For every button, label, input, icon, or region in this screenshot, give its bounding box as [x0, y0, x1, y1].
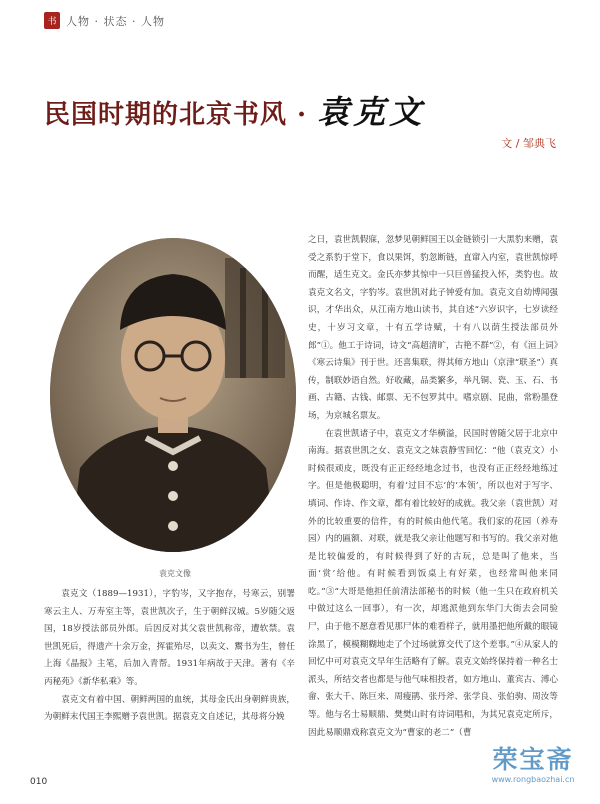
paragraph: 袁克文有着中国、朝鲜两国的血统，其母金氏出身朝鲜贵族，为朝鲜末代国王李熙赠予袁世凯。据袁克文自述记，其母将分娩 [44, 694, 295, 723]
section-breadcrumb: 人物 · 状态 · 人物 [66, 15, 165, 28]
article-author: 文 / 邹典飞 [501, 137, 556, 150]
magazine-logo: 书 [44, 12, 60, 29]
paragraph: 在袁世凯诸子中，袁克文才华横溢，民国时曾随父居于北京中南海。据袁世凯之女、袁克文之妹袁静雪回忆：“他（袁克文）小时候很顽皮，既没有正正经经地念过书，也没有正正经经地练过字。但是他极聪明，有着‘过目不忘’的‘本领’，所以也对于写字、填词、作诗、作文章，都有着比较好的成就。我父亲（袁世凯）对外的比较重要的信件，有的时候由他代笔。我们家的花园（养寿园）内的匾额、对联，就是我父亲让他题写和书写的。我父亲对他是比较偏爱的，有时候得到了好的古玩，总是叫了他来，当面‘赏’给他。有时候看到饭桌上有好菜，也经常叫他来同吃。”③“大哥是他担任前清法部秘书的时候（他一生只在政府机关中做过这么一回事），有一次，却逃派他到东华门大街去会同验尸，由于他不愿意看见那尸体的难看样子，就用墨把他所戴的眼镜涂黑了，模模糊糊地走了个过场就算交代了这个差事。”④从家人的回忆中可对袁克文早年生活略有了解。袁克文始终保持着一种名士派头，所结交者也都是与他气味相投者，如方地山、董宾古、溥心畲、张大千、陈巨来、周瘦鹃、张丹斧、张学良、张伯驹、周汝等等。他与名士易顺鼎、樊樊山时有诗词唱和，为其兄袁克定所斥，因此易顺鼎戏称袁克文为“曹家的老二”（曹 [308, 428, 558, 738]
article-title-name: 袁克文 [317, 93, 426, 131]
watermark [478, 745, 588, 784]
watermark-url: www.rongbaozhai.cn [491, 775, 575, 784]
portrait-photo [50, 238, 296, 552]
paragraph: 袁克文（1889—1931），字豹岑，又字抱存，号寒云，别署寒云主人、万寿室主等，袁世凯次子，生于朝鲜汉城。5岁随父返国，18岁授法部员外郎。后因反对其父袁世凯称帝，遭软禁。袁世凯死后，得遗产十余万金，挥霍殆尽，以卖文、鬻书为生，曾任上海《晶报》主笔，后加入青帮。1931年病故于天津。著有《辛丙秘苑》《新华私乘》等。 [44, 589, 295, 687]
photo-caption: 袁克文像 [159, 569, 191, 578]
article-title [44, 87, 425, 133]
article-body-left [44, 586, 295, 727]
article-title-text: 民国时期的北京书风 · [44, 100, 318, 130]
article-body-right [308, 232, 558, 742]
watermark-logo-text: 荣宝斋 [492, 745, 574, 774]
paragraph: 之日，袁世凯假寐，忽梦见朝鲜国王以金链锁引一大黑豹来赠，袁受之系豹于堂下，食以果饵，豹忽断链，直窜入内室，袁世凯惊呼而醒，适生克文。金氏亦梦其惊中一只巨兽猛投入怀，类豹也。故袁克文名文，字豹岑。袁世凯对此子钟爱有加。袁克文自幼博闻强识，才华出众，从江南方地山读书，其自述“六岁识字，七岁读经史，十岁习文章，十有五学诗赋，十有八以荫生授法部员外郎”①。他工于诗词，诗文“高超清旷，古艳不群”②，有《洹上词》《寒云诗集》刊于世。还喜集联，得其师方地山（京津“联圣”）真传，制联妙语自然。好收藏，品类繁多，举凡铜、瓷、玉、石、书画、古籍、古钱、邮票、无不包罗其中。嗜京剧、昆曲，常粉墨登场，为京城名票友。 [308, 235, 558, 421]
page-number: 010 [30, 777, 48, 787]
